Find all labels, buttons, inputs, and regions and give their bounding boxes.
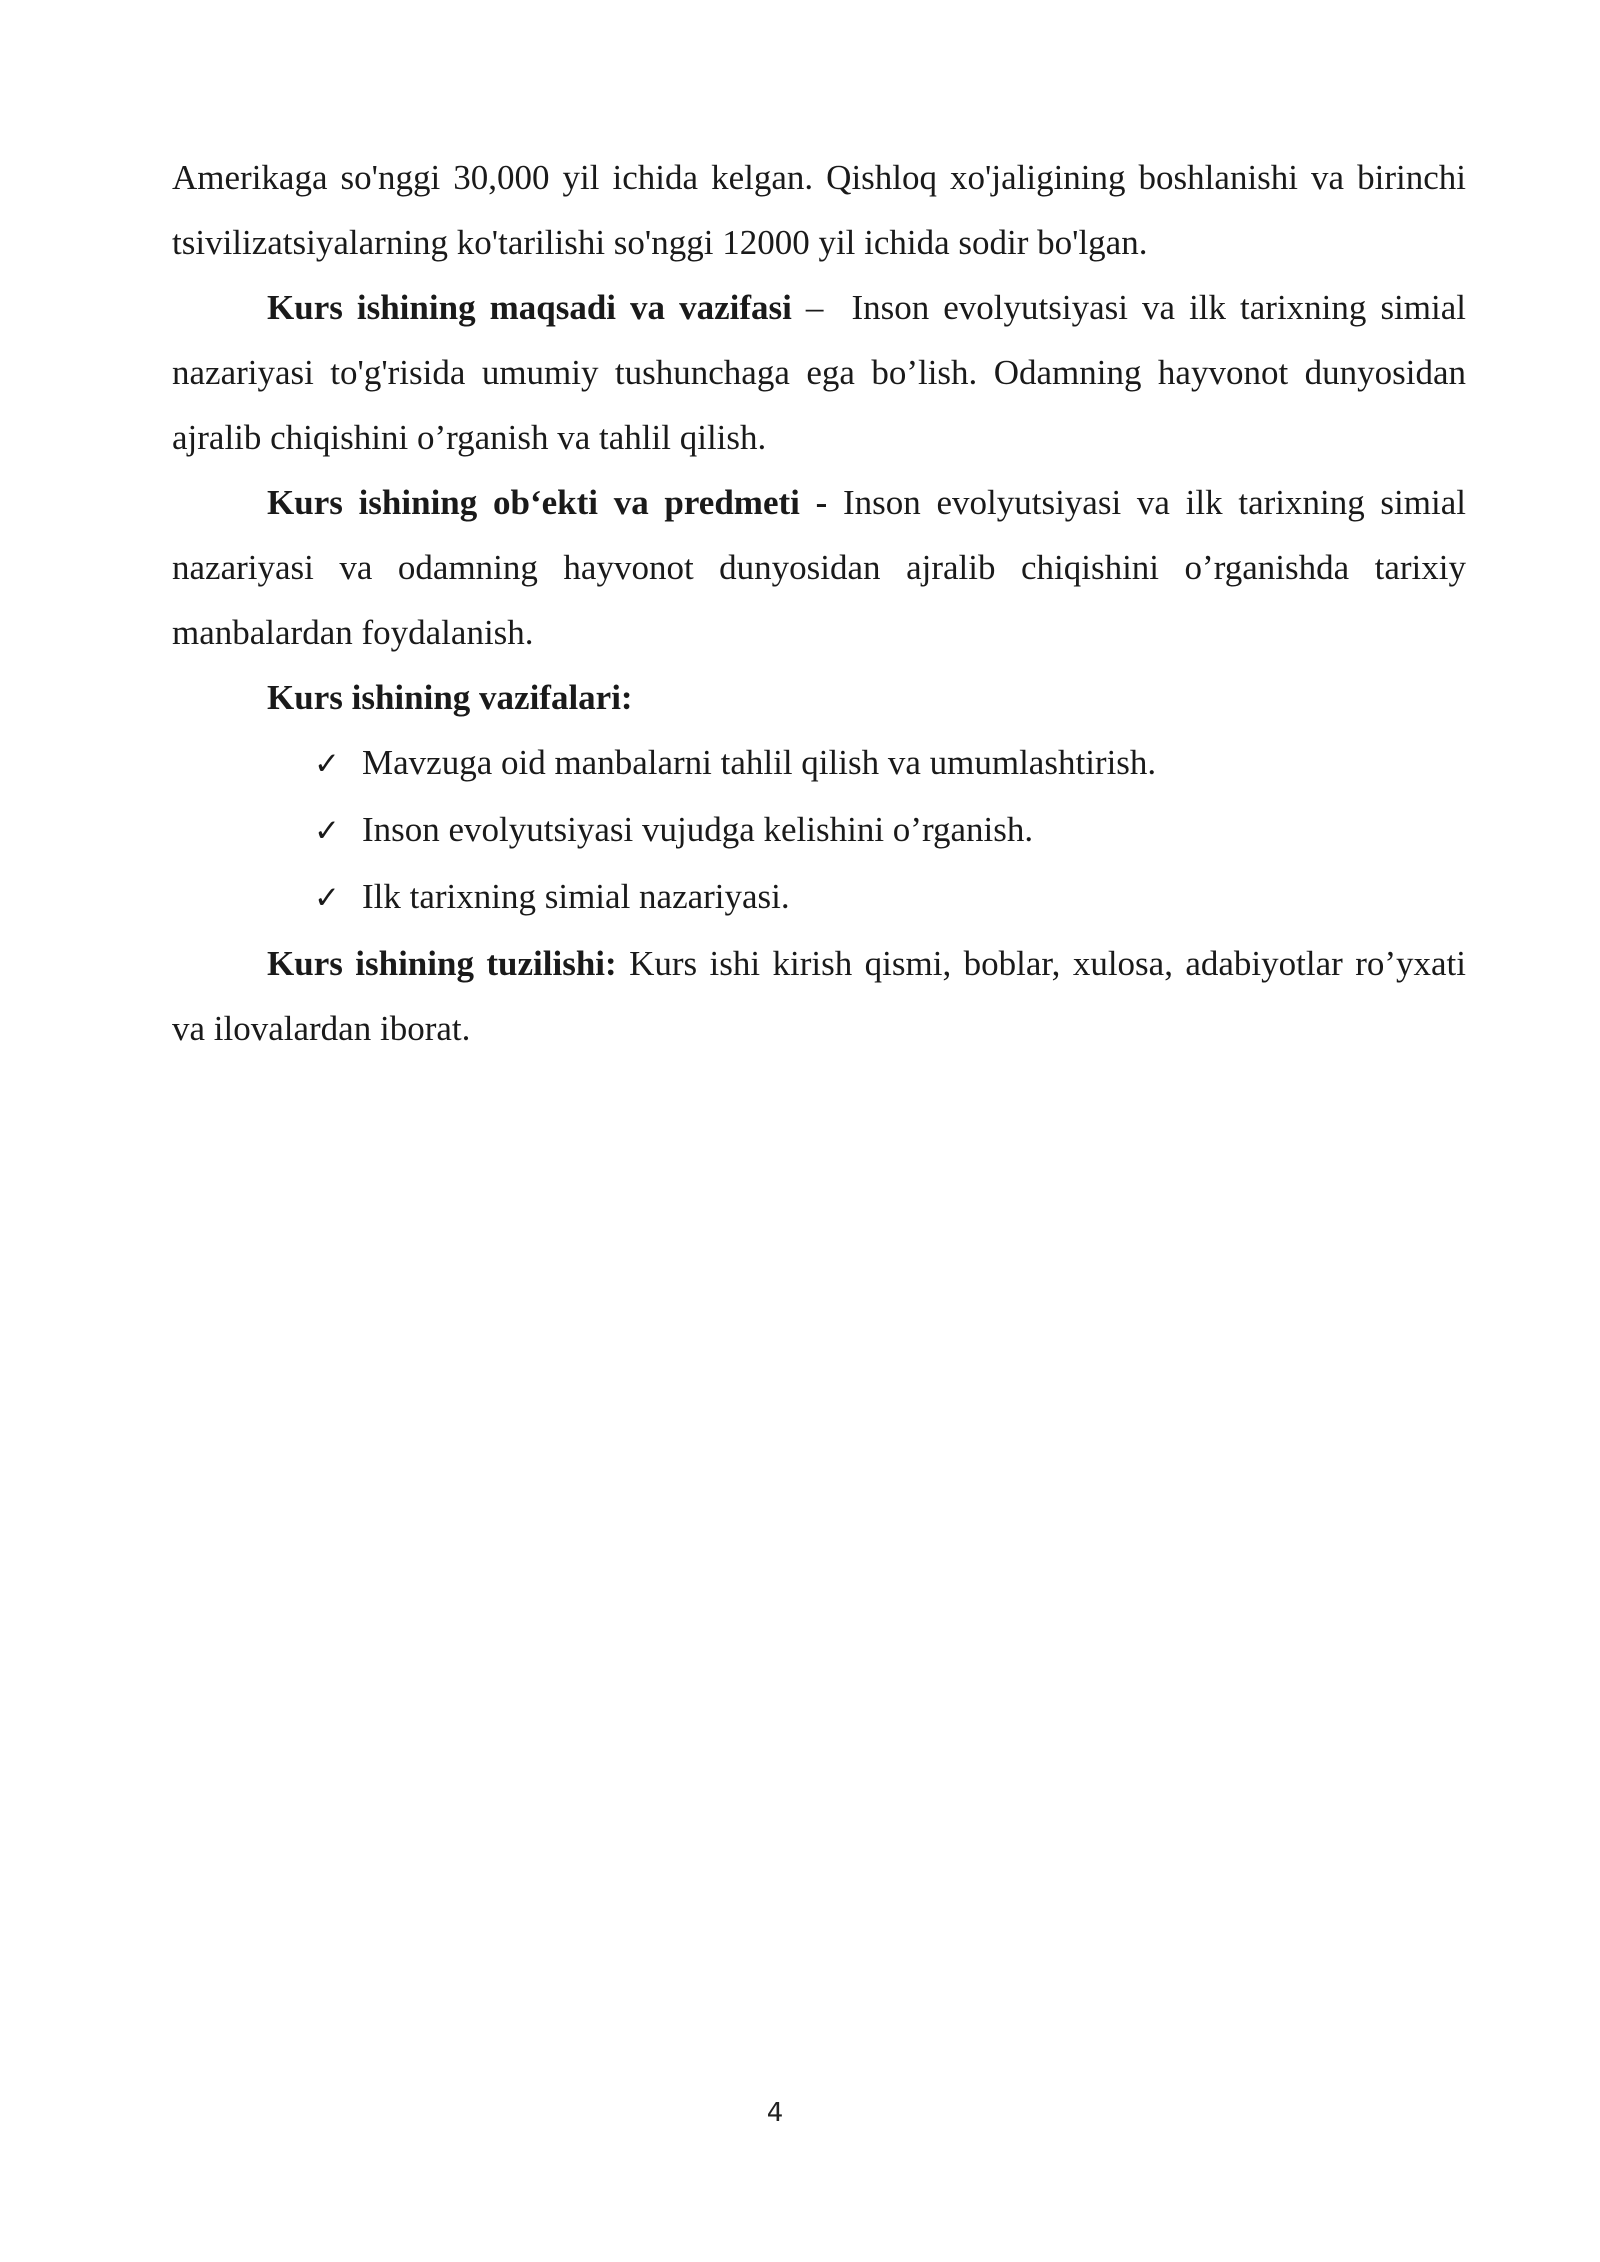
object-text: Inson evolyutsiyasi va ilk tarixning simial nazariyasi va odamning hayvonot dunyosidan ajralib chiqishini o’rganishda tarixiy manbalardan foydalanish. <box>172 483 1466 652</box>
intro-paragraph: Amerikaga so'nggi 30,000 yil ichida kelgan. Qishloq xo'jaligining boshlanishi va birinchi tsivilizatsiyalarning ko'tarilishi so'nggi 12000 yil ichida sodir bo'lgan. <box>172 158 1466 262</box>
object-paragraph <box>172 470 1466 665</box>
structure-label: Kurs ishining tuzilishi: <box>267 944 617 983</box>
goal-paragraph <box>172 275 1466 470</box>
tasks-heading: Kurs ishining vazifalari: <box>267 678 633 717</box>
goal-text: Inson evolyutsiyasi va ilk tarixning simial nazariyasi to'g'risida umumiy tushunchaga ega bo’lish. Odamning hayvonot dunyosidan ajralib chiqishini o’rganish va tahlil qilish. <box>172 288 1466 457</box>
list-item <box>314 730 1466 797</box>
tasks-checklist <box>172 730 1466 931</box>
checkmark-icon: ✓ <box>314 746 340 782</box>
goal-label: Kurs ishining maqsadi va vazifasi <box>267 288 792 327</box>
structure-paragraph <box>172 931 1466 1061</box>
checkmark-icon: ✓ <box>314 880 340 916</box>
list-item <box>314 864 1466 931</box>
list-item <box>314 797 1466 864</box>
goal-separator: – <box>791 288 852 327</box>
object-separator: - <box>799 483 843 522</box>
list-item-text: Mavzuga oid manbalarni tahlil qilish va umumlashtirish. <box>362 743 1157 782</box>
list-item-text: Inson evolyutsiyasi vujudga kelishini o’rganish. <box>362 810 1034 849</box>
page-number: 4 <box>766 2098 784 2128</box>
list-item-text: Ilk tarixning simial nazariyasi. <box>362 877 790 916</box>
checkmark-icon: ✓ <box>314 813 340 849</box>
object-label: Kurs ishining ob‘ekti va predmeti <box>267 483 800 522</box>
page-content <box>172 145 1466 1061</box>
structure-text: Kurs ishi kirish qismi, boblar, xulosa, adabiyotlar ro’yxati va ilovalardan iborat. <box>172 944 1467 1048</box>
